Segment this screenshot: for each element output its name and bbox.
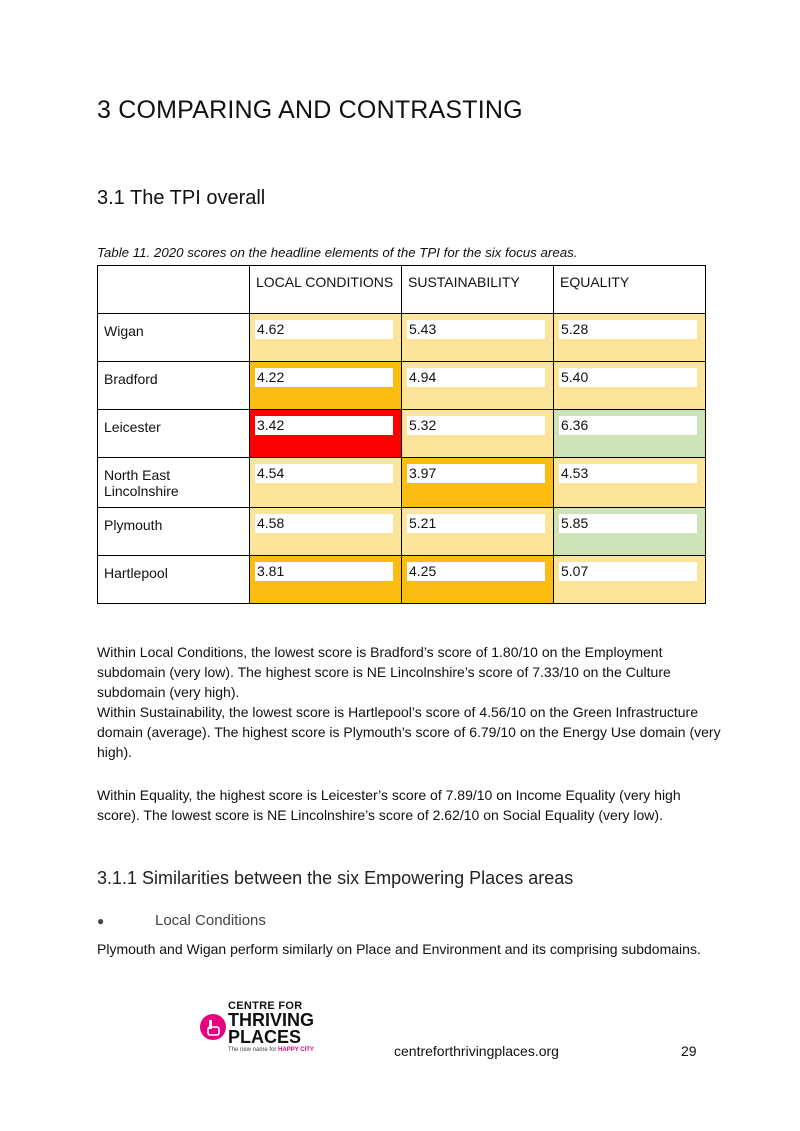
- sustainability-paragraph: Within Sustainability, the lowest score is Hartlepool’s score of 4.56/10 on the Green Infrastructure domain (average). The highest score is Plymouth’s score of 6.79/10 on the Energy Use domain (very high).: [97, 704, 721, 760]
- score-value: 3.42: [255, 416, 393, 435]
- centre-for-thriving-places-logo: [200, 1000, 340, 1060]
- area-name-cell: Plymouth: [98, 508, 250, 556]
- equality-paragraph: Within Equality, the highest score is Leicester’s score of 7.89/10 on Income Equality (very high score). The lowest score is NE Lincolnshire’s score of 2.62/10 on Social Equality (very low).: [97, 787, 681, 823]
- score-value: 6.36: [559, 416, 697, 435]
- table-row: [98, 362, 706, 410]
- score-cell-equality: [554, 508, 706, 556]
- page-number: 29: [681, 1043, 697, 1059]
- table-row: [98, 556, 706, 604]
- scores-table: [97, 265, 706, 604]
- table-header-row: [98, 266, 706, 314]
- score-cell-local-conditions: [250, 410, 402, 458]
- score-cell-equality: [554, 314, 706, 362]
- score-cell-sustainability: [402, 508, 554, 556]
- header-cell-sustainability: SUSTAINABILITY: [402, 266, 554, 314]
- score-value: 5.28: [559, 320, 697, 339]
- score-value: 4.62: [255, 320, 393, 339]
- score-value: 5.32: [407, 416, 545, 435]
- page-heading: 3 COMPARING AND CONTRASTING: [97, 96, 523, 124]
- footer-url[interactable]: centreforthrivingplaces.org: [394, 1043, 559, 1059]
- local-conditions-paragraph: Within Local Conditions, the lowest score is Bradford’s score of 1.80/10 on the Employment subdomain (very low). The highest score is NE Lincolnshire’s score of 7.33/10 on the Culture subdomain (very high).: [97, 644, 671, 700]
- bullet-item: [97, 912, 266, 929]
- header-cell-local-conditions: LOCAL CONDITIONS: [250, 266, 402, 314]
- area-name-cell: North East Lincolnshire: [98, 458, 250, 508]
- table-row: [98, 314, 706, 362]
- score-cell-equality: [554, 556, 706, 604]
- score-value: 4.53: [559, 464, 697, 483]
- score-value: 4.22: [255, 368, 393, 387]
- table-row: [98, 458, 706, 508]
- bullet-label: Local Conditions: [155, 912, 266, 929]
- score-value: 4.94: [407, 368, 545, 387]
- final-paragraph: Plymouth and Wigan perform similarly on Place and Environment and its comprising subdomains.: [97, 941, 701, 957]
- logo-tagline-brand: HAPPY CITY: [278, 1047, 314, 1053]
- subsection-heading: 3.1.1 Similarities between the six Empowering Places areas: [97, 868, 574, 888]
- table-caption: Table 11. 2020 scores on the headline elements of the TPI for the six focus areas.: [97, 245, 578, 260]
- score-value: 5.07: [559, 562, 697, 581]
- logo-mark-icon: [200, 1014, 226, 1040]
- score-value: 4.25: [407, 562, 545, 581]
- header-cell-equality: EQUALITY: [554, 266, 706, 314]
- score-cell-equality: [554, 410, 706, 458]
- logo-tagline-prefix: The new name for: [228, 1047, 279, 1053]
- score-cell-sustainability: [402, 556, 554, 604]
- logo-line-1: CENTRE FOR: [228, 1000, 303, 1012]
- score-value: 3.97: [407, 464, 545, 483]
- table-row: [98, 508, 706, 556]
- logo-line-3: PLACES: [228, 1027, 302, 1047]
- score-value: 4.54: [255, 464, 393, 483]
- logo-tagline: [228, 1047, 314, 1053]
- score-value: 5.40: [559, 368, 697, 387]
- score-value: 5.85: [559, 514, 697, 533]
- score-value: 5.21: [407, 514, 545, 533]
- score-cell-sustainability: [402, 458, 554, 508]
- logo-line-2: THRIVING: [228, 1010, 315, 1030]
- area-name-cell: Bradford: [98, 362, 250, 410]
- score-cell-sustainability: [402, 362, 554, 410]
- score-value: 4.58: [255, 514, 393, 533]
- score-cell-sustainability: [402, 410, 554, 458]
- score-value: 5.43: [407, 320, 545, 339]
- score-cell-local-conditions: [250, 362, 402, 410]
- area-name-cell: Wigan: [98, 314, 250, 362]
- score-cell-sustainability: [402, 314, 554, 362]
- score-cell-local-conditions: [250, 508, 402, 556]
- score-cell-local-conditions: [250, 556, 402, 604]
- area-name-cell: Hartlepool: [98, 556, 250, 604]
- area-name-cell: Leicester: [98, 410, 250, 458]
- score-cell-local-conditions: [250, 314, 402, 362]
- score-cell-equality: [554, 458, 706, 508]
- bullet-dot-icon: ●: [97, 914, 105, 928]
- header-cell-blank: [98, 266, 250, 314]
- score-cell-local-conditions: [250, 458, 402, 508]
- score-cell-equality: [554, 362, 706, 410]
- score-value: 3.81: [255, 562, 393, 581]
- table-row: [98, 410, 706, 458]
- section-heading: 3.1 The TPI overall: [97, 187, 266, 209]
